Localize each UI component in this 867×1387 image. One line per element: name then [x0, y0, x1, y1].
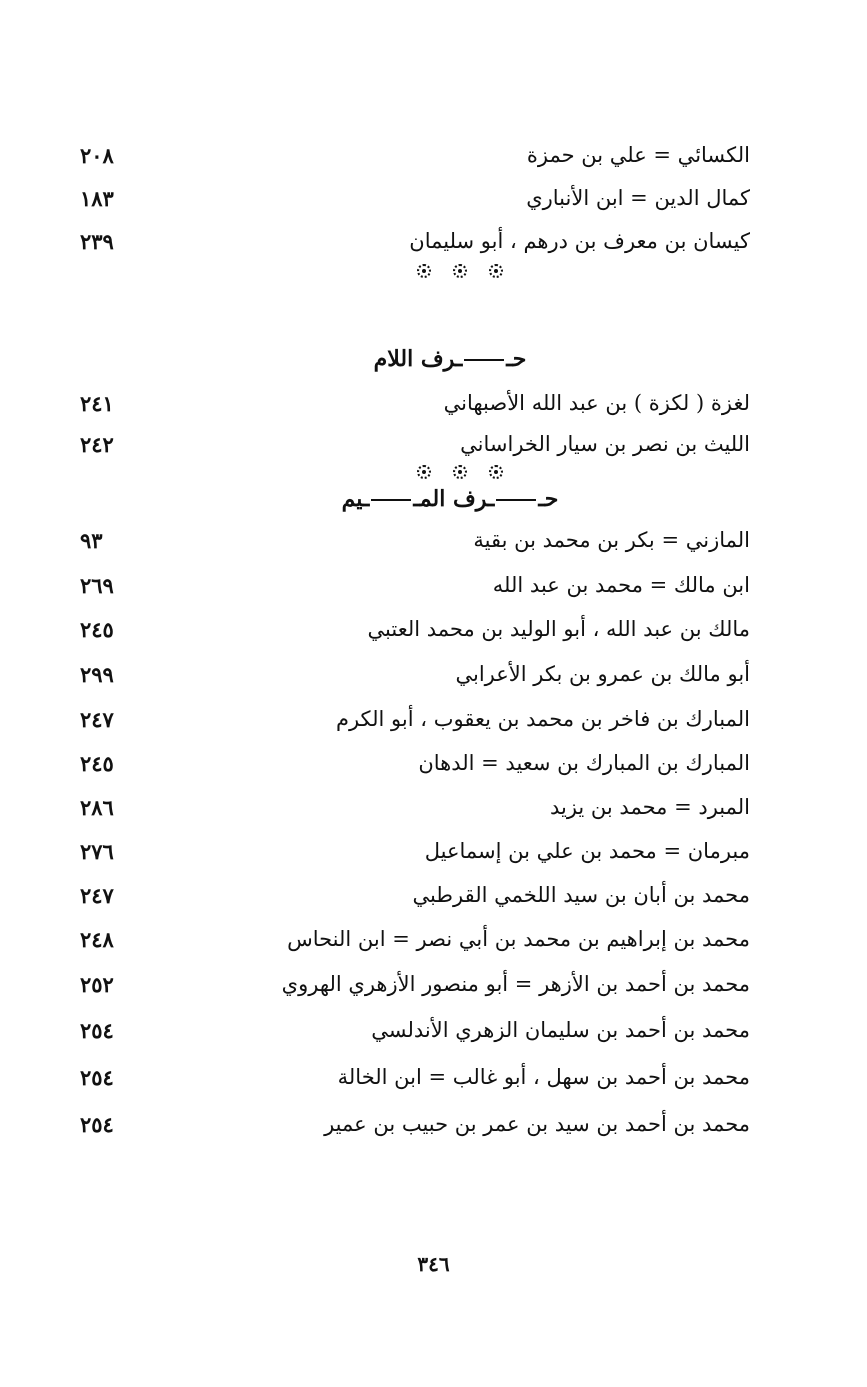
ornament-star-icon: [489, 264, 503, 278]
entry-name: الليث بن نصر بن سيار الخراساني: [460, 432, 750, 456]
entry-page: ٢٤٧: [80, 882, 114, 908]
index-entry: [80, 383, 750, 423]
entry-name: محمد بن أحمد بن سليمان الزهري الأندلسي: [371, 1018, 750, 1042]
entry-page: ١٨٣: [80, 185, 114, 211]
entry-page: ٢٤٧: [80, 706, 114, 732]
entry-name: كمال الدين = ابن الأنباري: [526, 186, 750, 210]
index-entry: [80, 964, 750, 1004]
index-entry: [80, 743, 750, 783]
heading-kashida: [464, 359, 504, 361]
entry-name: كيسان بن معرف بن درهم ، أبو سليمان: [409, 229, 750, 253]
entry-name: مبرمان = محمد بن علي بن إسماعيل: [424, 839, 750, 863]
entry-name: المبارك بن فاخر بن محمد بن يعقوب ، أبو الكرم: [335, 707, 750, 731]
entry-name: محمد بن أبان بن سيد اللخمي القرطبي: [412, 883, 750, 907]
entry-page: ٢٤٢: [80, 431, 114, 457]
index-entry: [80, 654, 750, 694]
index-entry: [80, 787, 750, 827]
index-entry: [80, 699, 750, 739]
entry-page: ٢٤٥: [80, 616, 114, 642]
entry-page: ٢٦٩: [80, 572, 114, 598]
entry-name: محمد بن أحمد بن سيد بن عمر بن حبيب بن عمير: [324, 1112, 750, 1136]
entry-page: ٩٣: [80, 527, 103, 553]
index-entry: [80, 221, 750, 261]
entry-name: المبرد = محمد بن يزيد: [549, 795, 750, 819]
entry-page: ٢٣٩: [80, 228, 114, 254]
heading-text: ـيم: [341, 486, 370, 512]
entry-page: ٢٥٤: [80, 1064, 114, 1090]
section-heading-lam: [300, 346, 600, 372]
index-entry: [80, 1010, 750, 1050]
index-entry: [80, 875, 750, 915]
index-entry: [80, 1057, 750, 1097]
entry-name: محمد بن أحمد بن سهل ، أبو غالب = ابن الخالة: [337, 1065, 750, 1089]
entry-name: ابن مالك = محمد بن عبد الله: [492, 573, 750, 597]
ornament-star-icon: [453, 264, 467, 278]
entry-name: أبو مالك بن عمرو بن بكر الأعرابي: [455, 662, 750, 686]
heading-kashida: [371, 499, 411, 501]
entry-name: محمد بن إبراهيم بن محمد بن أبي نصر = ابن النحاس: [287, 927, 750, 951]
index-entry: [80, 520, 750, 560]
heading-text: ـرف اللام: [373, 346, 463, 372]
entry-page: ٢٤٨: [80, 926, 114, 952]
heading-kashida: [496, 499, 536, 501]
ornament-star-icon: [417, 465, 431, 479]
index-entry: [80, 919, 750, 959]
page-number: ٣٤٦: [417, 1252, 450, 1276]
entry-name: مالك بن عبد الله ، أبو الوليد بن محمد العتبي: [367, 617, 750, 641]
heading-letter: حـ: [506, 346, 527, 372]
index-entry: [80, 135, 750, 175]
heading-letter: حـ: [538, 486, 559, 512]
entry-name: الكسائي = علي بن حمزة: [526, 143, 750, 167]
ornament-star-icon: [489, 465, 503, 479]
index-entry: [80, 424, 750, 464]
index-entry: [80, 178, 750, 218]
entry-name: المازني = بكر بن محمد بن بقية: [473, 528, 750, 552]
ornament-star-icon: [417, 264, 431, 278]
section-heading-mim: [300, 486, 600, 512]
entry-page: ٢٥٤: [80, 1111, 114, 1137]
entry-name: لغزة ( لكزة ) بن عبد الله الأصبهاني: [443, 391, 750, 415]
entry-page: ٢٥٢: [80, 971, 114, 997]
entry-name: محمد بن أحمد بن الأزهر = أبو منصور الأزهري الهروي: [281, 972, 750, 996]
entry-page: ٢٨٦: [80, 794, 114, 820]
index-entry: [80, 609, 750, 649]
index-entry: [80, 1104, 750, 1144]
entry-page: ٢٤٥: [80, 750, 114, 776]
entry-page: ٢٩٩: [80, 661, 114, 687]
index-entry: [80, 565, 750, 605]
index-entry: [80, 831, 750, 871]
section-divider-ornament: [417, 264, 503, 288]
entry-page: ٢٧٦: [80, 838, 114, 864]
entry-page: ٢٤١: [80, 390, 114, 416]
entry-page: ٢٠٨: [80, 142, 114, 168]
entry-page: ٢٥٤: [80, 1017, 114, 1043]
ornament-star-icon: [453, 465, 467, 479]
heading-text: ـرف المـ: [413, 486, 495, 512]
entry-name: المبارك بن المبارك بن سعيد = الدهان: [418, 751, 750, 775]
